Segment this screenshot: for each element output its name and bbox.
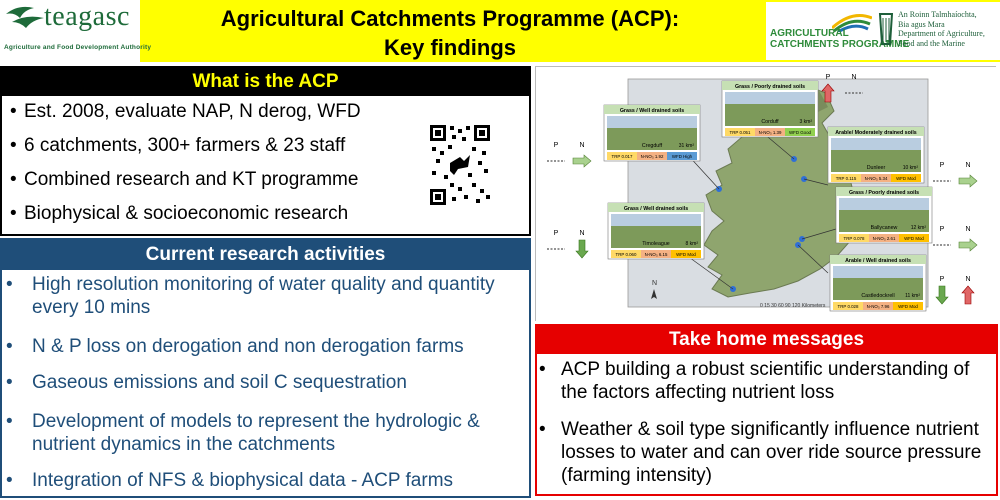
- current-research-panel: Current research activities • High resolution monitoring of water quality and quantity every 10 mins • N & P loss on derogation and non derogation farms • Gaseous emissions and soil C sequestration • Development of models to represent the hydrologic & nutrient dynamics in the catchments • Integration of NFS & biophysical data - ACP farms: [0, 238, 531, 498]
- n-label: N: [965, 226, 971, 233]
- trp-value: TRP 0.051: [729, 130, 751, 135]
- take-home-heading: Take home messages: [537, 326, 996, 354]
- catchment-name: Ballycanew: [870, 225, 898, 231]
- nno3-value: N-NO₃ 6.15: [644, 252, 668, 257]
- catchment-name: Dunleer: [866, 165, 886, 171]
- nno3-value: N-NO₃ 1.92: [640, 154, 664, 159]
- catchment-photo-sky: [839, 198, 929, 210]
- teagasc-wordmark: teagasc: [44, 1, 130, 32]
- p-label: P: [939, 226, 945, 233]
- list-item-text: Est. 2008, evaluate NAP, N derog, WFD: [24, 101, 361, 122]
- header-banner: [0, 0, 1000, 62]
- catchment-name: Castledockrell: [861, 293, 895, 299]
- dept-line-4: Food and the Marine: [898, 38, 965, 48]
- catchment-card: [830, 255, 926, 311]
- list-item-text: ACP building a robust scientific understanding of the factors affecting nutrient loss: [561, 359, 970, 403]
- north-label: N: [652, 280, 658, 287]
- catchment-name: Corduff: [761, 119, 779, 125]
- wfd-status: WFD Mod: [904, 236, 924, 241]
- catchment-card: [836, 187, 932, 243]
- list-item-text: 6 catchments, 300+ farmers & 23 staff: [24, 135, 346, 156]
- current-research-heading: Current research activities: [2, 240, 529, 270]
- list-item-text: N & P loss on derogation and non derogation farms: [32, 336, 464, 357]
- nno3-value: N-NO₃ 5.34: [864, 176, 888, 181]
- department-name: [898, 10, 985, 48]
- wfd-status: WFD Mod: [896, 176, 916, 181]
- trp-value: TRP 0.078: [843, 236, 865, 241]
- trp-value: TRP 0.028: [837, 304, 859, 309]
- catchment-photo-sky: [833, 266, 923, 278]
- teagasc-tagline: Agriculture and Food Development Authority: [4, 44, 152, 51]
- n-label: N: [851, 74, 857, 81]
- p-label: P: [553, 142, 559, 149]
- catchment-card: [604, 105, 700, 161]
- catchment-area: 10 km²: [902, 165, 918, 171]
- list-item-text: Weather & soil type significantly influence nutrient losses to water and can over ride source pressure (farming intensity): [561, 419, 982, 486]
- nno3-value: N-NO₃ 1.39: [758, 130, 782, 135]
- catchment-photo-sky: [831, 138, 921, 150]
- catchment-photo-sky: [725, 92, 815, 104]
- dept-line-2: Bia agus Mara: [898, 19, 945, 29]
- list-item-text: Integration of NFS & biophysical data - ACP farms: [32, 470, 454, 491]
- teagasc-logo: [0, 0, 152, 62]
- catchment-card: [608, 203, 704, 259]
- n-label: N: [579, 230, 585, 237]
- list-item: • Est. 2008, evaluate NAP, N derog, WFD: [10, 101, 361, 122]
- acp-logo-line1: AGRICULTURAL: [770, 28, 849, 39]
- catchment-area: 3 km²: [799, 119, 812, 125]
- what-is-acp-panel: [0, 66, 531, 236]
- wfd-status: WFD High: [671, 154, 693, 159]
- catchment-name: Cregduff: [641, 143, 663, 149]
- catchment-area: 8 km²: [685, 241, 698, 247]
- acp-logo-line2: CATCHMENTS PROGRAMME: [770, 39, 910, 50]
- p-label: P: [939, 276, 945, 283]
- dept-line-3: Department of Agriculture,: [898, 29, 985, 38]
- wfd-status: WFD Mod: [898, 304, 918, 309]
- catchment-name: Timoleague: [642, 241, 670, 247]
- n-label: N: [965, 162, 971, 169]
- trp-value: TRP 0.115: [835, 176, 857, 181]
- soil-label: Grass / Poorly drained soils: [848, 190, 920, 196]
- list-item-text: High resolution monitoring of water quality and quantity every 10 mins: [32, 274, 495, 318]
- catchment-area: 12 km²: [910, 225, 926, 231]
- dept-line-1: An Roinn Talmhaíochta,: [898, 10, 977, 19]
- partner-logos: [766, 2, 1000, 60]
- list-item-text: Biophysical & socioeconomic research: [24, 203, 349, 224]
- list-item-text: Gaseous emissions and soil C sequestration: [32, 372, 407, 393]
- p-label: P: [825, 74, 831, 81]
- title-line-2: Key findings: [383, 35, 516, 60]
- list-item-text: Combined research and KT programme: [24, 169, 359, 190]
- list-item: • 6 catchments, 300+ farmers & 23 staff: [10, 135, 346, 156]
- scale-label: 0 15 30 60 90 120 Kilometers: [760, 303, 826, 309]
- teagasc-leaf-icon: [4, 4, 48, 30]
- trp-value: TRP 0.060: [615, 252, 637, 257]
- title-line-1: Agricultural Catchments Programme (ACP):: [220, 6, 680, 31]
- nno3-value: N-NO₃ 2.61: [872, 236, 896, 241]
- take-home-panel: Take home messages • ACP building a robust scientific understanding of the factors affecting nutrient loss • Weather & soil type significantly influence nutrient losses to water and can over ride source pressure (farming intensity): [535, 324, 998, 496]
- what-is-acp-heading: What is the ACP: [2, 68, 529, 96]
- soil-label: Arable / Well drained soils: [845, 258, 911, 264]
- list-item: • Biophysical & socioeconomic research: [10, 203, 349, 224]
- list-item-text: Development of models to represent the hydrologic & nutrient dynamics in the catchments: [32, 411, 480, 455]
- nno3-value: N-NO₃ 7.96: [866, 304, 890, 309]
- p-label: P: [553, 230, 559, 237]
- list-item: • Combined research and KT programme: [10, 169, 359, 190]
- n-label: N: [965, 276, 971, 283]
- trp-value: TRP 0.017: [611, 154, 633, 159]
- harp-icon: [878, 12, 894, 46]
- wfd-status: WFD Mod: [676, 252, 696, 257]
- catchments-map-panel: [535, 66, 996, 321]
- catchment-area: 31 km²: [678, 143, 694, 149]
- soil-label: Arable/ Moderately drained soils: [835, 130, 917, 136]
- soil-label: Grass / Poorly drained soils: [734, 84, 806, 90]
- qr-code-icon[interactable]: [428, 123, 492, 207]
- soil-label: Grass / Well drained soils: [623, 206, 689, 212]
- n-label: N: [579, 142, 585, 149]
- catchment-area: 11 km²: [905, 293, 920, 299]
- catchments-map: [536, 67, 997, 322]
- page-title: [150, 4, 750, 62]
- catchment-card: [722, 81, 818, 137]
- p-label: P: [939, 162, 945, 169]
- soil-label: Grass / Well drained soils: [619, 108, 685, 114]
- what-is-acp-list: [10, 100, 361, 236]
- wfd-status: WFD Good: [789, 130, 811, 135]
- catchment-card: [828, 127, 924, 183]
- catchment-photo-sky: [611, 214, 701, 226]
- catchment-photo-sky: [607, 116, 697, 128]
